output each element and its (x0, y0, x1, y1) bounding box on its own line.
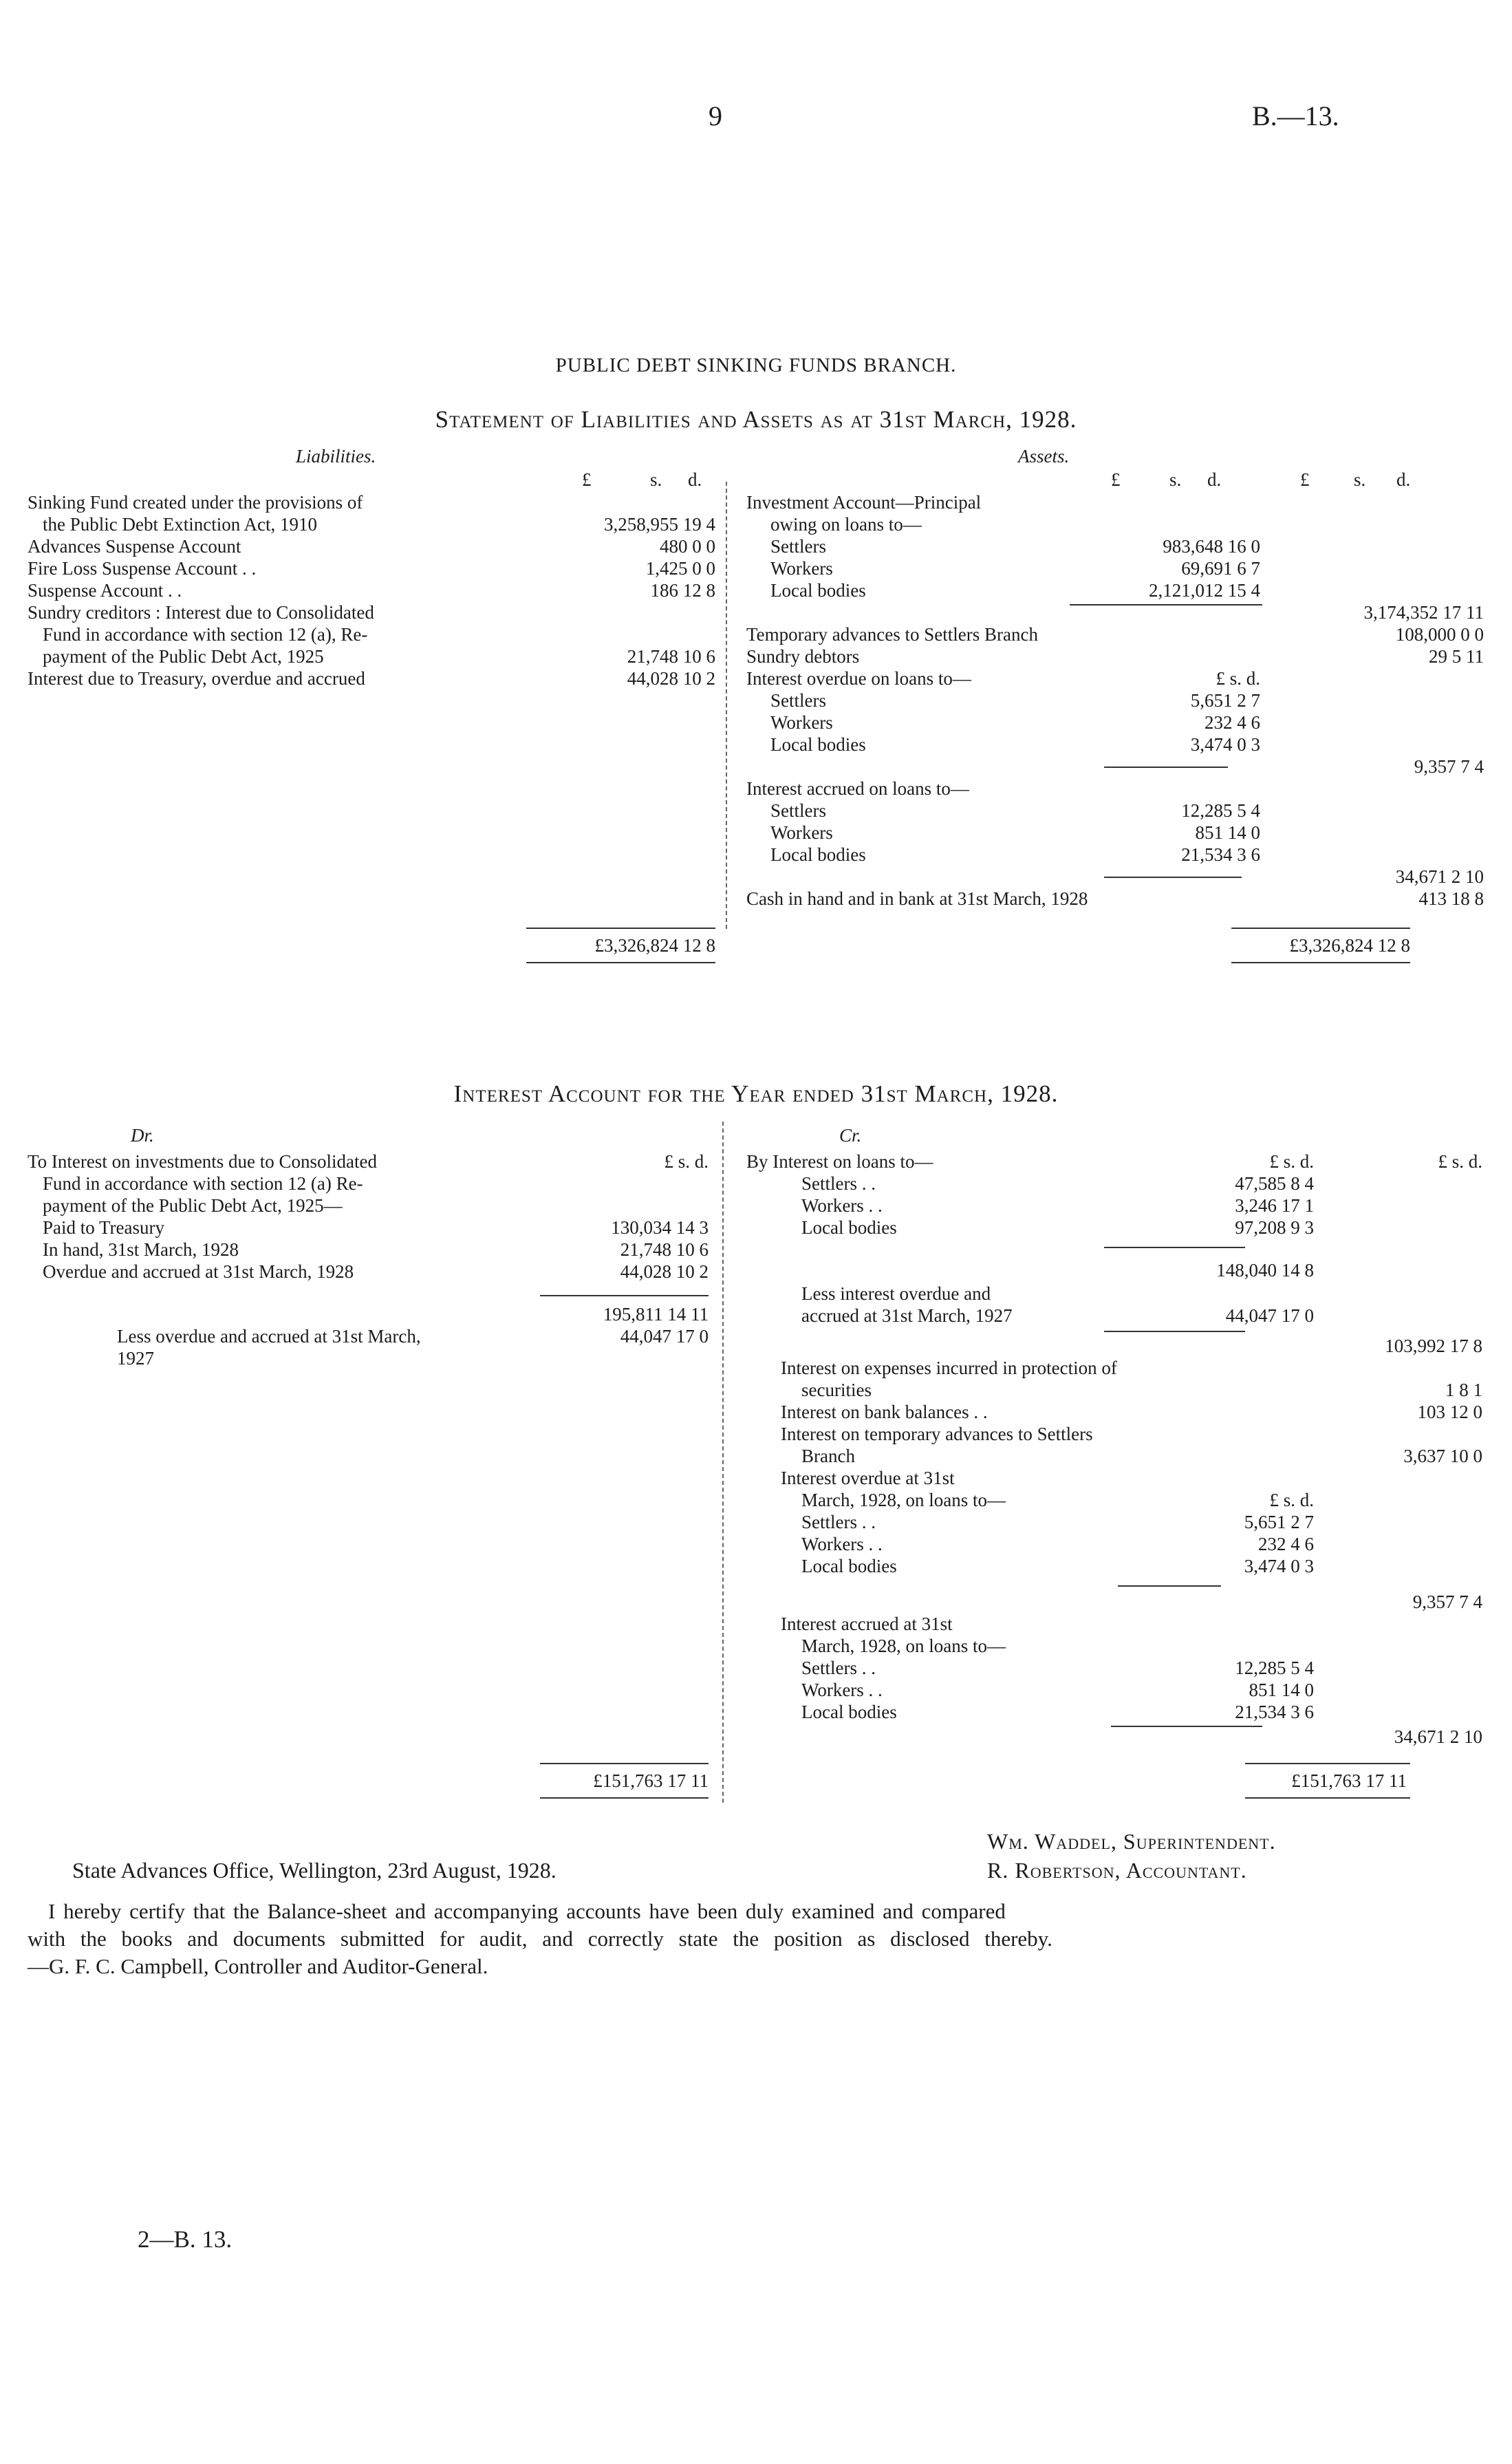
superintendent-signature: Wm. Waddel, Superintendent. (987, 1829, 1276, 1854)
list-item-amount: 232 4 6 (1258, 1534, 1314, 1554)
list-item: Interest accrued on loans to— (746, 778, 969, 799)
assets-inner-pence-header: d. (1207, 469, 1222, 490)
list-item: Workers . . (801, 1534, 883, 1554)
certification-line-1: I hereby certify that the Balance-sheet and accompanying accounts have been duly examined and compared (48, 1899, 1006, 1923)
list-item: payment of the Public Debt Act, 1925— (43, 1195, 343, 1216)
liabilities-total: £3,326,824 12 8 (594, 935, 715, 956)
list-item-amount: 29 5 11 (1429, 646, 1484, 667)
list-item: Settlers . . (801, 1658, 876, 1678)
list-item-amount: 44,047 17 0 (620, 1326, 709, 1347)
list-item: Interest on bank balances . . (781, 1402, 988, 1422)
list-item-amount: 851 14 0 (1195, 822, 1260, 843)
dr-total-rule (540, 1763, 709, 1764)
list-item-amount: £ s. d. (1269, 1490, 1314, 1510)
interest-account-title: Interest Account for the Year ended 31st March, 1928. (453, 1080, 1059, 1107)
list-item-amount: 1 8 1 (1445, 1380, 1482, 1400)
list-item: Settlers . . (801, 1512, 876, 1532)
list-item-amount: 97,208 9 3 (1235, 1217, 1314, 1238)
list-item-amount: 232 4 6 (1205, 712, 1260, 733)
list-item: Advances Suspense Account (28, 536, 241, 557)
assets-outer-shilling-header: s. (1354, 469, 1366, 490)
list-item-amount: 3,174,352 17 11 (1363, 602, 1484, 623)
list-item-amount: 12,285 5 4 (1235, 1658, 1314, 1678)
list-item: Fund in accordance with section 12 (a), Re- (43, 624, 368, 645)
list-item-amount: 983,648 16 0 (1163, 536, 1260, 557)
list-item-amount: 103 12 0 (1417, 1402, 1482, 1422)
list-item: Sundry debtors (746, 646, 860, 667)
list-item-amount: 3,258,955 19 4 (604, 514, 715, 535)
subtotal-rule (1070, 604, 1262, 606)
list-item: 1927 (117, 1348, 154, 1369)
cr-total-underline (1245, 1797, 1410, 1799)
list-item: Less interest overdue and (801, 1283, 991, 1304)
list-item-amount: 9,357 7 4 (1414, 756, 1484, 777)
list-item: Workers (770, 822, 833, 843)
list-item: Interest due to Treasury, overdue and accrued (28, 668, 365, 689)
list-item: By Interest on loans to— (746, 1151, 933, 1172)
list-item-amount: 21,534 3 6 (1235, 1702, 1314, 1722)
liabilities-total-rule (526, 928, 715, 929)
list-item: Temporary advances to Settlers Branch (746, 624, 1038, 645)
cr-total: £151,763 17 11 (1291, 1770, 1407, 1791)
list-item-amount: 9,357 7 4 (1412, 1592, 1482, 1612)
list-item: March, 1928, on loans to— (801, 1490, 1006, 1510)
list-item: Fund in accordance with section 12 (a) Re- (43, 1173, 363, 1194)
office-location: State Advances Office, Wellington, 23rd August, 1928. (72, 1858, 557, 1883)
subtotal-rule (1104, 1247, 1245, 1248)
list-item: Local bodies (801, 1217, 897, 1238)
list-item: Workers . . (801, 1680, 883, 1700)
section-title: PUBLIC DEBT SINKING FUNDS BRANCH. (555, 354, 957, 376)
list-item: Workers (770, 712, 833, 733)
list-item: To Interest on investments due to Consolidated (28, 1151, 378, 1172)
certification-line-2: with the books and documents submitted for audit, and correctly state the position as disclosed thereby. (28, 1927, 1052, 1951)
list-item: Interest overdue on loans to— (746, 668, 971, 689)
list-item-amount: 69,691 6 7 (1181, 558, 1260, 579)
subtotal-rule (1111, 1726, 1262, 1727)
assets-total-underline (1231, 962, 1410, 963)
list-item-amount: 480 0 0 (660, 536, 715, 557)
list-item-amount: 851 14 0 (1249, 1680, 1314, 1700)
list-item: Cash in hand and in bank at 31st March, 1928 (746, 888, 1088, 909)
list-item: Interest on temporary advances to Settlers (781, 1424, 1093, 1444)
statement-subtitle: Statement of Liabilities and Assets as at 31st March, 1928. (435, 406, 1077, 433)
list-item-amount: 5,651 2 7 (1190, 690, 1260, 711)
list-item: Interest accrued at 31st (781, 1614, 953, 1634)
list-item-amount: 3,246 17 1 (1235, 1195, 1314, 1216)
list-item-amount: £ s. d. (1438, 1151, 1482, 1172)
list-item-amount: 44,028 10 2 (620, 1261, 709, 1282)
list-item-amount: 21,748 10 6 (627, 646, 715, 667)
list-item-amount: 3,637 10 0 (1403, 1446, 1482, 1466)
list-item: Local bodies (770, 580, 866, 601)
document-reference: B.—13. (1252, 100, 1339, 131)
list-item: Local bodies (770, 844, 866, 865)
page-number: 9 (709, 100, 722, 131)
list-item: securities (801, 1380, 872, 1400)
list-item: Settlers (770, 800, 826, 821)
assets-heading: Assets. (1018, 446, 1070, 467)
footer-reference: 2—B. 13. (138, 2226, 233, 2253)
list-item-amount: 21,534 3 6 (1181, 844, 1260, 865)
list-item: Settlers . . (801, 1173, 876, 1194)
assets-inner-shilling-header: s. (1169, 469, 1182, 490)
list-item: March, 1928, on loans to— (801, 1636, 1006, 1656)
assets-outer-pound-header: £ (1300, 469, 1310, 490)
list-item: accrued at 31st March, 1927 (801, 1305, 1013, 1326)
list-item-amount: 130,034 14 3 (611, 1217, 709, 1238)
subtotal-rule (1118, 1585, 1221, 1587)
list-item-amount: £ s. d. (1216, 668, 1260, 689)
dr-total-underline (540, 1797, 709, 1799)
list-item: Less overdue and accrued at 31st March, (117, 1326, 421, 1347)
liabilities-heading: Liabilities. (296, 446, 376, 467)
list-item: payment of the Public Debt Act, 1925 (43, 646, 324, 667)
list-item-amount: 2,121,012 15 4 (1149, 580, 1260, 601)
list-item-amount: 148,040 14 8 (1216, 1260, 1314, 1281)
list-item-amount: 1,425 0 0 (645, 558, 715, 579)
list-item-amount: 5,651 2 7 (1244, 1512, 1314, 1532)
list-item: Local bodies (801, 1556, 897, 1576)
list-item: Sinking Fund created under the provisions of (28, 492, 363, 513)
list-item-amount: £ s. d. (1269, 1151, 1314, 1172)
dr-heading: Dr. (131, 1125, 154, 1146)
subtotal-rule (1104, 877, 1242, 878)
list-item-amount: 44,047 17 0 (1225, 1305, 1314, 1326)
liab-pence-header: d. (688, 469, 702, 490)
assets-total: £3,326,824 12 8 (1289, 935, 1410, 956)
list-item: Local bodies (770, 734, 866, 755)
list-item-amount: 34,671 2 10 (1394, 1726, 1482, 1747)
column-divider (726, 482, 727, 929)
list-item-amount: 3,474 0 3 (1190, 734, 1260, 755)
list-item: Local bodies (801, 1702, 897, 1722)
liab-pound-header: £ (582, 469, 592, 490)
list-item: Interest overdue at 31st (781, 1468, 955, 1488)
list-item-amount: 186 12 8 (650, 580, 715, 601)
subtotal-rule (540, 1295, 709, 1296)
list-item: Interest on expenses incurred in protection of (781, 1358, 1117, 1378)
cr-total-rule (1245, 1763, 1410, 1764)
list-item-amount: 21,748 10 6 (620, 1239, 709, 1260)
list-item: owing on loans to— (770, 514, 922, 535)
assets-outer-pence-header: d. (1396, 469, 1411, 490)
list-item: Suspense Account . . (28, 580, 182, 601)
column-divider (722, 1122, 724, 1803)
subtotal-rule (1104, 767, 1228, 768)
cr-heading: Cr. (839, 1125, 862, 1146)
liabilities-total-underline (526, 962, 715, 963)
list-item-amount: 34,671 2 10 (1395, 866, 1484, 887)
list-item: Sundry creditors : Interest due to Consolidated (28, 602, 374, 623)
list-item: Investment Account—Principal (746, 492, 982, 513)
list-item: Settlers (770, 536, 826, 557)
list-item: Fire Loss Suspense Account . . (28, 558, 257, 579)
assets-inner-pound-header: £ (1111, 469, 1121, 490)
subtotal-rule (1104, 1331, 1245, 1332)
list-item: the Public Debt Extinction Act, 1910 (43, 514, 317, 535)
list-item: Paid to Treasury (43, 1217, 165, 1238)
list-item-amount: 413 18 8 (1418, 888, 1484, 909)
list-item-amount: 195,811 14 11 (603, 1304, 709, 1325)
list-item-amount: 12,285 5 4 (1181, 800, 1260, 821)
list-item: Workers (770, 558, 833, 579)
dr-total: £151,763 17 11 (593, 1770, 709, 1791)
list-item-amount: 3,474 0 3 (1244, 1556, 1314, 1576)
list-item-amount: 103,992 17 8 (1385, 1336, 1482, 1356)
list-item: In hand, 31st March, 1928 (43, 1239, 239, 1260)
accountant-signature: R. Robertson, Accountant. (987, 1858, 1247, 1883)
list-item: Workers . . (801, 1195, 883, 1216)
liab-shilling-header: s. (650, 469, 662, 490)
list-item-amount: 108,000 0 0 (1395, 624, 1484, 645)
certification-line-3: —G. F. C. Campbell, Controller and Auditor-General. (28, 1954, 488, 1978)
assets-total-rule (1231, 928, 1410, 929)
list-item-amount: 44,028 10 2 (627, 668, 715, 689)
list-item-amount: £ s. d. (664, 1151, 709, 1172)
list-item-amount: 47,585 8 4 (1235, 1173, 1314, 1194)
list-item: Settlers (770, 690, 826, 711)
list-item: Branch (801, 1446, 855, 1466)
list-item: Overdue and accrued at 31st March, 1928 (43, 1261, 354, 1282)
